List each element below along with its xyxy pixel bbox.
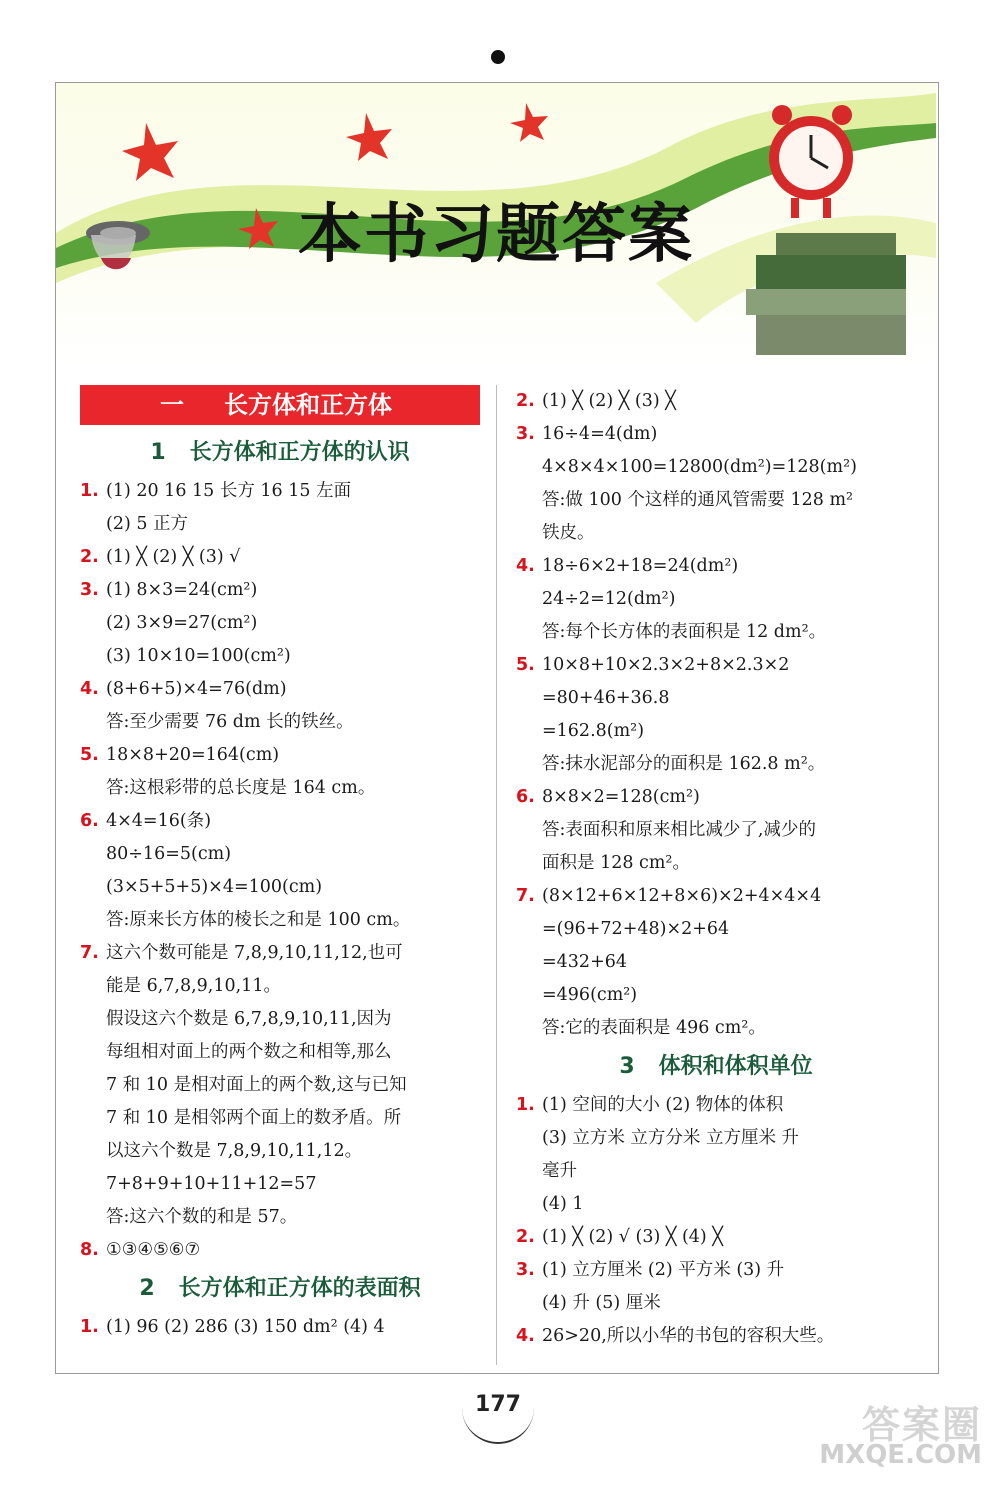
right-column	[516, 385, 916, 1353]
section-label: 体积和体积单位	[658, 1054, 813, 1079]
question-number: 5.	[516, 655, 535, 675]
answer-line	[80, 1069, 480, 1102]
footer-line	[55, 1373, 462, 1374]
answer-line	[516, 583, 916, 616]
answer-line	[80, 607, 480, 640]
question-number: 3.	[516, 424, 535, 444]
answer-text: 4×4=16(条)	[106, 811, 212, 831]
answer-line	[80, 937, 480, 970]
question-number: 2.	[516, 391, 535, 411]
answer-line	[516, 616, 916, 649]
answer-text: =432+64	[542, 952, 627, 972]
answer-text: (1) 96 (2) 286 (3) 150 dm² (4) 4	[106, 1317, 385, 1337]
question-number: 5.	[80, 745, 99, 765]
answer-text: 每组相对面上的两个数之和相等,那么	[106, 1042, 392, 1062]
answer-line	[516, 1089, 916, 1122]
answer-list	[80, 1311, 480, 1344]
answer-text: =162.8(m²)	[542, 721, 645, 741]
answer-text: (1) 8×3=24(cm²)	[106, 580, 258, 600]
answer-text: 7+8+9+10+11+12=57	[106, 1174, 317, 1194]
answer-text: 答:这六个数的和是 57。	[106, 1207, 298, 1227]
answer-line	[516, 946, 916, 979]
answer-text: 答:它的表面积是 496 cm²。	[542, 1018, 766, 1038]
footer-line	[534, 1373, 937, 1374]
answer-line	[80, 1311, 480, 1344]
answer-line	[516, 847, 916, 880]
answer-line	[516, 418, 916, 451]
answer-text: (1) ╳ (2) ╳ (3) ╳	[542, 391, 676, 411]
answer-line	[80, 1168, 480, 1201]
answer-line	[80, 805, 480, 838]
answer-text: 答:做 100 个这样的通风管需要 128 m²	[542, 490, 854, 510]
question-number: 4.	[516, 556, 535, 576]
answer-text: (1) ╳ (2) ╳ (3) √	[106, 547, 241, 567]
answer-line	[80, 1201, 480, 1234]
chapter-label: 长方体和正方体	[224, 391, 392, 419]
answer-text: =496(cm²)	[542, 985, 638, 1005]
answer-line	[80, 970, 480, 1003]
answer-text: 答:至少需要 76 dm 长的铁丝。	[106, 712, 354, 732]
chapter-heading	[80, 385, 480, 425]
answer-text: 18÷6×2+18=24(dm²)	[542, 556, 739, 576]
answer-text: 答:这根彩带的总长度是 164 cm。	[106, 778, 376, 798]
answer-text: (3) 立方米 立方分米 立方厘米 升	[542, 1128, 800, 1148]
answer-text: 面积是 128 cm²。	[542, 853, 690, 873]
answer-line	[516, 979, 916, 1012]
answer-line	[80, 1135, 480, 1168]
answer-line	[516, 1122, 916, 1155]
section-number: 3	[619, 1054, 635, 1079]
answer-text: 以这六个数是 7,8,9,10,11,12。	[106, 1141, 363, 1161]
answer-line	[516, 913, 916, 946]
answer-text: (2) 5 正方	[106, 514, 189, 534]
answer-line	[516, 814, 916, 847]
column-divider	[496, 385, 497, 1365]
section-label: 长方体和正方体的表面积	[178, 1276, 421, 1301]
answer-line	[516, 1221, 916, 1254]
question-number: 4.	[80, 679, 99, 699]
answer-text: (1) 空间的大小 (2) 物体的体积	[542, 1095, 784, 1115]
answer-text: (3×5+5+5)×4=100(cm)	[106, 877, 323, 897]
question-number: 7.	[80, 943, 99, 963]
question-number: 1.	[516, 1095, 535, 1115]
answer-text: 8×8×2=128(cm²)	[542, 787, 700, 807]
answer-text: 铁皮。	[542, 523, 595, 543]
question-number: 3.	[80, 580, 99, 600]
answer-text: 答:原来长方体的棱长之和是 100 cm。	[106, 910, 411, 930]
answer-line	[516, 550, 916, 583]
answer-text: =80+46+36.8	[542, 688, 670, 708]
answer-line	[516, 517, 916, 550]
answer-text: 7 和 10 是相邻两个面上的数矛盾。所	[106, 1108, 402, 1128]
question-number: 6.	[516, 787, 535, 807]
answer-line	[516, 1287, 916, 1320]
answer-line	[80, 475, 480, 508]
answer-text: (2) 3×9=27(cm²)	[106, 613, 258, 633]
answer-line	[80, 1234, 480, 1267]
answer-text: 毫升	[542, 1161, 577, 1181]
answer-line	[80, 541, 480, 574]
answer-line	[80, 739, 480, 772]
answer-text: =(96+72+48)×2+64	[542, 919, 730, 939]
answer-line	[516, 1188, 916, 1221]
watermark	[819, 1403, 982, 1470]
answer-line	[80, 1036, 480, 1069]
answer-text: 16÷4=4(dm)	[542, 424, 658, 444]
section-heading	[80, 1267, 480, 1311]
section-label: 长方体和正方体的认识	[189, 440, 410, 465]
answer-line	[80, 1003, 480, 1036]
answer-text: 80÷16=5(cm)	[106, 844, 232, 864]
answer-text: 18×8+20=164(cm)	[106, 745, 280, 765]
answer-line	[80, 673, 480, 706]
question-number: 2.	[80, 547, 99, 567]
answer-text: 答:每个长方体的表面积是 12 dm²。	[542, 622, 827, 642]
answer-text: 26>20,所以小华的书包的容积大些。	[542, 1326, 835, 1346]
answer-line	[80, 772, 480, 805]
answer-text: 答:表面积和原来相比减少了,减少的	[542, 820, 816, 840]
answer-text: 假设这六个数是 6,7,8,9,10,11,因为	[106, 1009, 392, 1029]
answer-line	[516, 748, 916, 781]
answer-line	[516, 1155, 916, 1188]
section-number: 1	[150, 440, 166, 465]
answer-line	[516, 781, 916, 814]
answer-text: (4) 升 (5) 厘米	[542, 1293, 661, 1313]
page-number: 177	[475, 1392, 521, 1417]
answer-line	[516, 385, 916, 418]
question-number: 3.	[516, 1260, 535, 1280]
answer-line	[516, 451, 916, 484]
answer-text: (1) 立方厘米 (2) 平方米 (3) 升	[542, 1260, 785, 1280]
answer-text: (8+6+5)×4=76(dm)	[106, 679, 287, 699]
answer-line	[516, 484, 916, 517]
answer-text: 这六个数可能是 7,8,9,10,11,12,也可	[106, 943, 403, 963]
answer-text: (1) ╳ (2) √ (3) ╳ (4) ╳	[542, 1227, 723, 1247]
answer-line	[516, 880, 916, 913]
section-number: 2	[139, 1276, 155, 1301]
chapter-number: 一	[160, 391, 184, 419]
answer-line	[80, 640, 480, 673]
top-dot	[491, 50, 505, 64]
answer-text: 4×8×4×100=12800(dm²)=128(m²)	[542, 457, 857, 477]
answer-line	[80, 904, 480, 937]
answer-line	[516, 1254, 916, 1287]
answer-text: 答:抹水泥部分的面积是 162.8 m²。	[542, 754, 826, 774]
answer-line	[516, 715, 916, 748]
question-number: 4.	[516, 1326, 535, 1346]
answer-text: (3) 10×10=100(cm²)	[106, 646, 291, 666]
answer-line	[516, 1012, 916, 1045]
title-banner	[56, 83, 936, 368]
question-number: 2.	[516, 1227, 535, 1247]
answer-text: 7 和 10 是相对面上的两个数,这与已知	[106, 1075, 407, 1095]
answer-list	[80, 475, 480, 1267]
answer-list	[516, 385, 916, 1045]
answer-line	[516, 1320, 916, 1353]
question-number: 7.	[516, 886, 535, 906]
left-column	[80, 385, 480, 1344]
answer-text: (1) 20 16 15 长方 16 15 左面	[106, 481, 352, 501]
answer-text: 24÷2=12(dm²)	[542, 589, 676, 609]
section-heading	[80, 431, 480, 475]
answer-list	[516, 1089, 916, 1353]
answer-line	[516, 682, 916, 715]
answer-line	[80, 574, 480, 607]
answer-line	[80, 1102, 480, 1135]
question-number: 1.	[80, 481, 99, 501]
watermark-url: MXQE.COM	[819, 1440, 982, 1470]
answer-line	[80, 871, 480, 904]
answer-line	[80, 838, 480, 871]
question-number: 8.	[80, 1240, 99, 1260]
answer-line	[80, 508, 480, 541]
answer-text: 能是 6,7,8,9,10,11。	[106, 976, 281, 996]
answer-line	[80, 706, 480, 739]
section-heading	[516, 1045, 916, 1089]
answer-text: ①③④⑤⑥⑦	[106, 1240, 201, 1260]
watermark-logo: 答案圈	[861, 1403, 982, 1447]
answer-text: 10×8+10×2.3×2+8×2.3×2	[542, 655, 790, 675]
page-title: 本书习题答案	[298, 198, 694, 272]
question-number: 6.	[80, 811, 99, 831]
question-number: 1.	[80, 1317, 99, 1337]
answer-text: (4) 1	[542, 1194, 584, 1214]
answer-line	[516, 649, 916, 682]
answer-text: (8×12+6×12+8×6)×2+4×4×4	[542, 886, 822, 906]
